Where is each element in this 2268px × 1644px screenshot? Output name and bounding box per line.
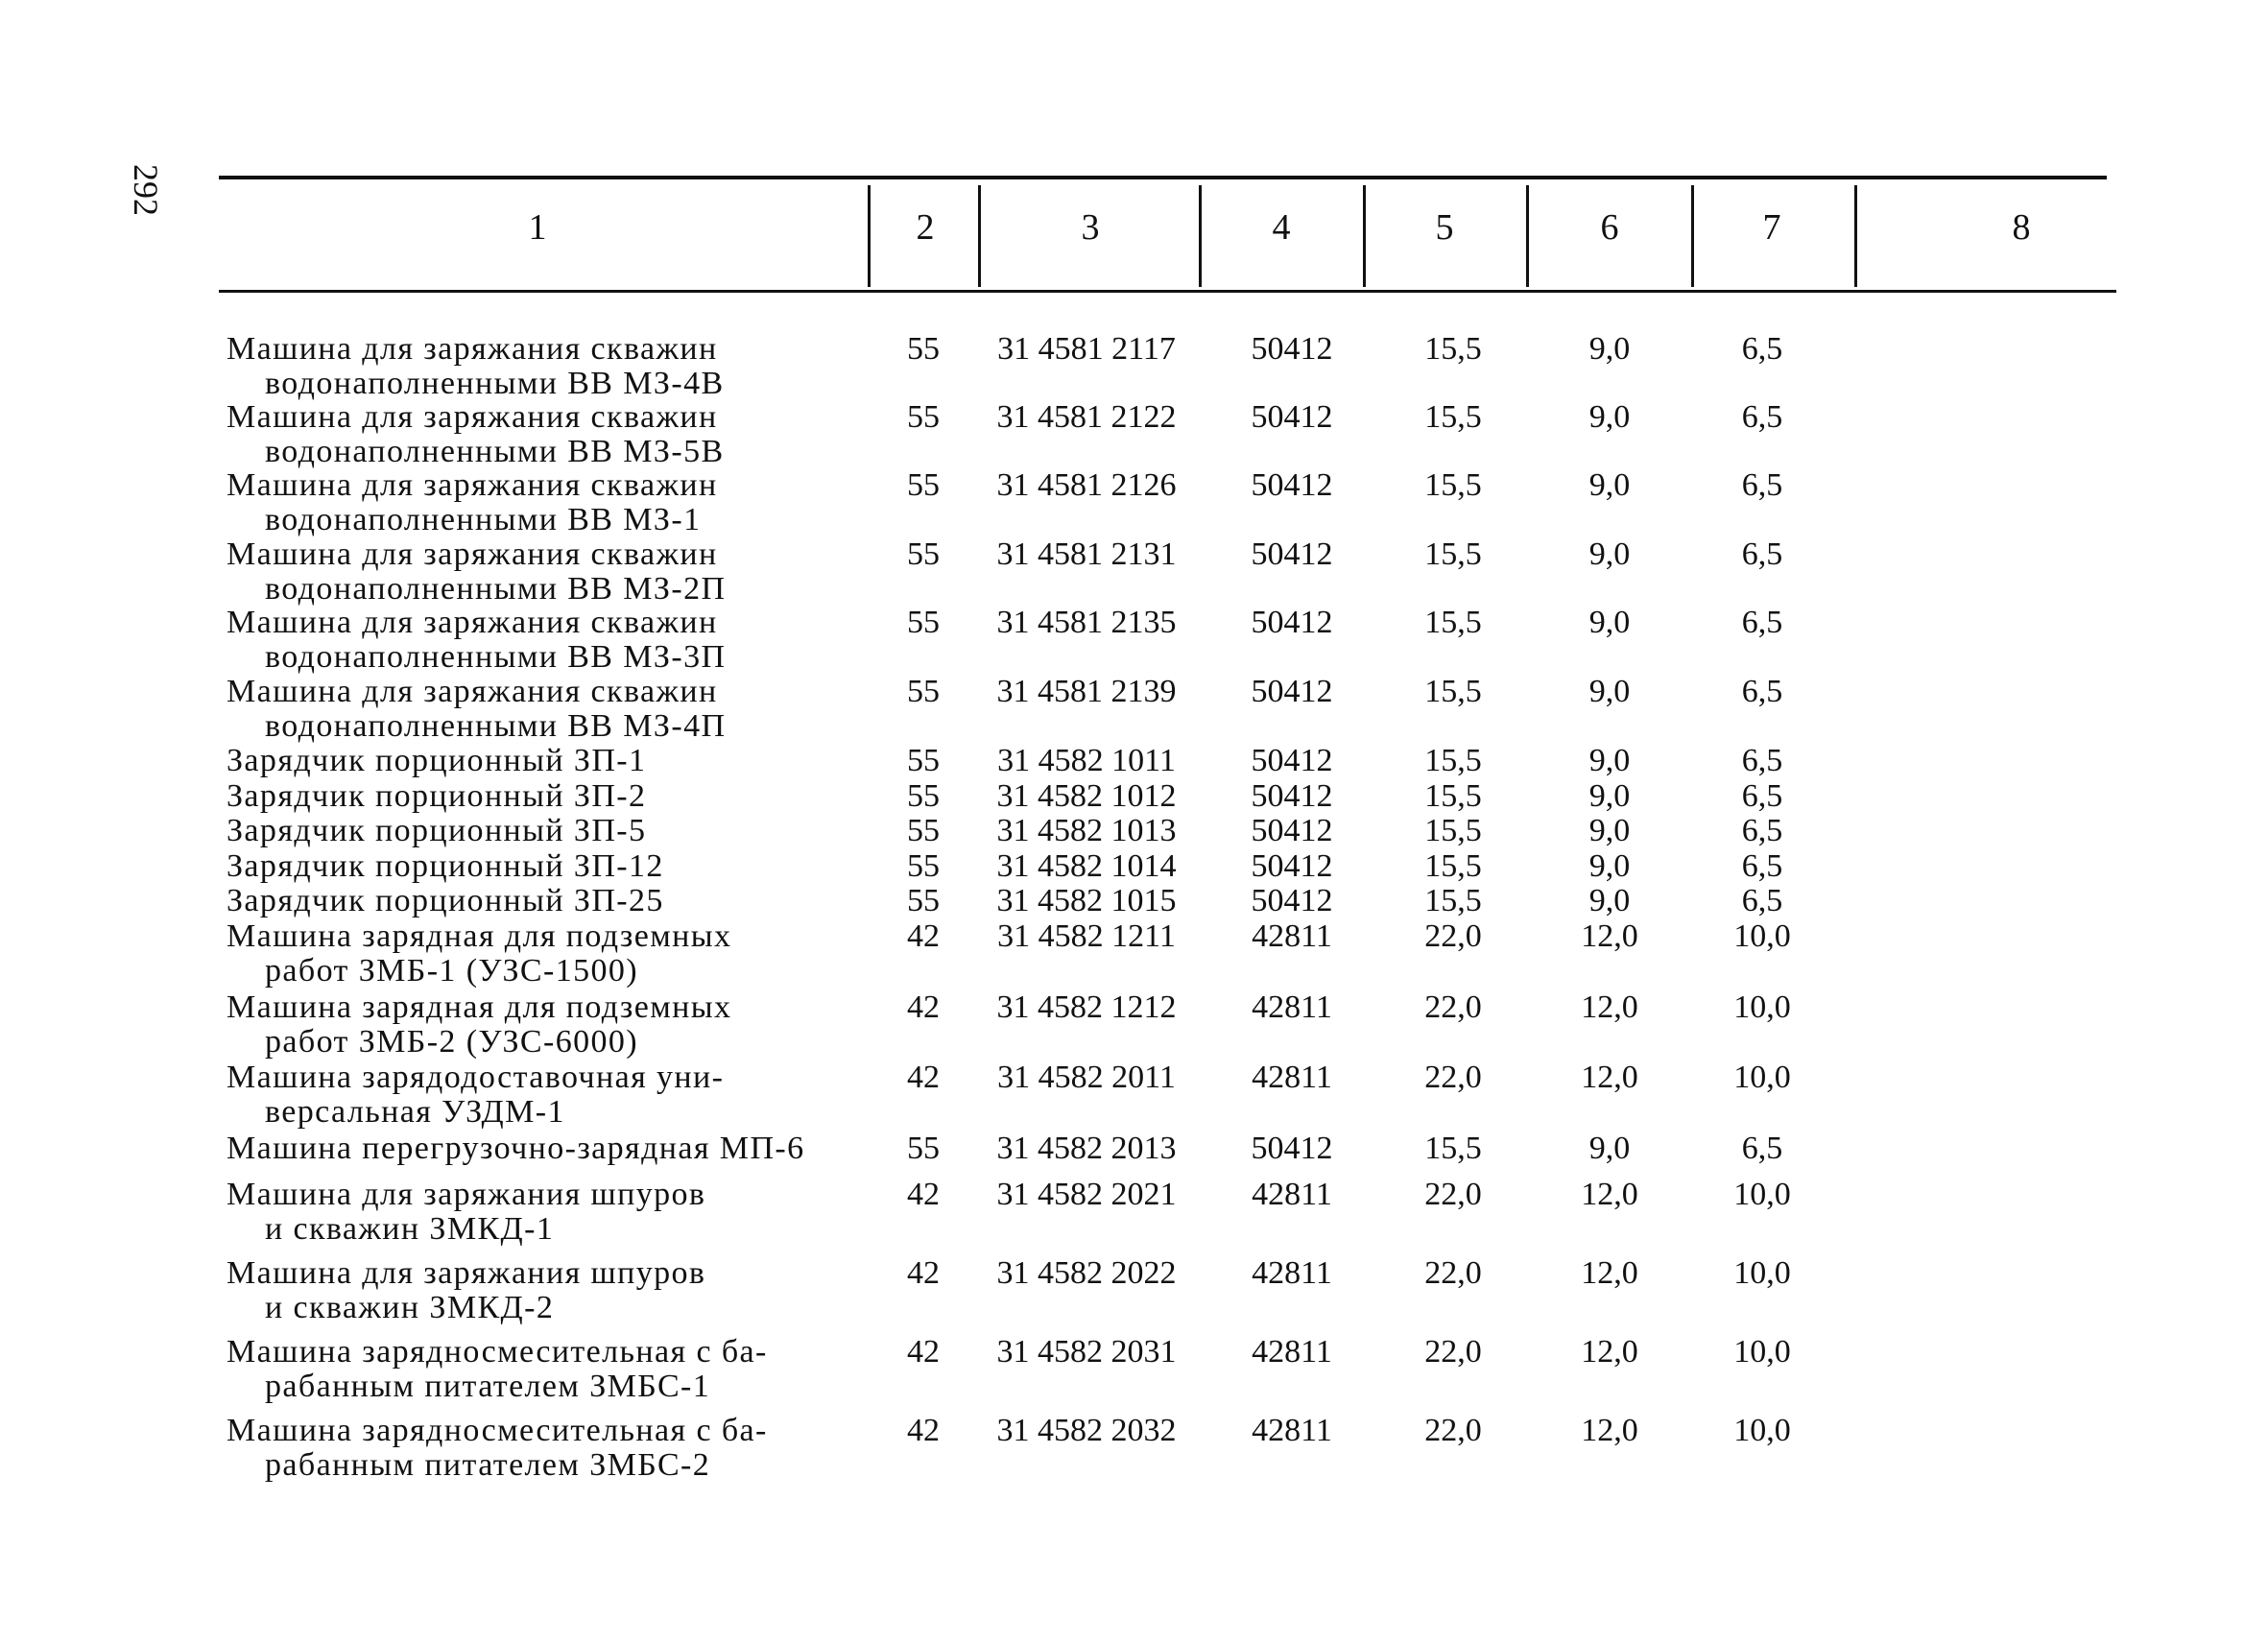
cell-col-2: 42 [907, 1334, 940, 1370]
cell-col-3: 31 4582 2031 [996, 1334, 1177, 1370]
cell-col-3: 31 4581 2117 [997, 331, 1176, 367]
cell-col-3: 31 4581 2135 [996, 605, 1177, 640]
equipment-name-line: и скважин ЗМКД-2 [265, 1290, 555, 1325]
cell-col-4: 50412 [1251, 883, 1333, 918]
equipment-name [227, 332, 833, 401]
equipment-name-line: Машина для заряжания шпуров [227, 1177, 706, 1212]
equipment-name-line: водонаполненными ВВ МЗ-3П [265, 639, 727, 675]
equipment-name-line: Машина зарядносмесительная с ба- [227, 1413, 768, 1448]
cell-col-4: 42811 [1252, 1060, 1332, 1095]
cell-col-7: 10,0 [1733, 1177, 1791, 1212]
equipment-name-line: версальная УЗДМ-1 [265, 1094, 565, 1130]
cell-col-7: 6,5 [1741, 743, 1783, 778]
cell-col-2: 42 [907, 1413, 940, 1448]
cell-col-2: 55 [907, 331, 940, 367]
cell-col-2: 42 [907, 1255, 940, 1291]
cell-col-5: 15,5 [1424, 467, 1482, 503]
equipment-name-line: Машина для заряжания скважин [227, 467, 718, 503]
cell-col-5: 22,0 [1424, 989, 1482, 1025]
cell-col-6: 12,0 [1581, 1177, 1638, 1212]
cell-col-5: 15,5 [1424, 399, 1482, 435]
equipment-name [227, 814, 833, 848]
cell-col-3: 31 4582 1011 [997, 743, 1176, 778]
equipment-name-line: Машина зарядносмесительная с ба- [227, 1334, 768, 1370]
column-divider [1363, 185, 1366, 287]
column-header-7: 7 [1762, 207, 1781, 248]
equipment-name-line: и скважин ЗМКД-1 [265, 1211, 555, 1247]
equipment-name-line: Зарядчик порционный ЗП-25 [227, 883, 664, 918]
column-header-5: 5 [1435, 207, 1454, 248]
equipment-name-line: водонаполненными ВВ МЗ-1 [265, 502, 702, 537]
column-divider [868, 185, 871, 287]
equipment-name [227, 1256, 833, 1325]
cell-col-2: 42 [907, 989, 940, 1025]
cell-col-6: 12,0 [1581, 1060, 1638, 1095]
equipment-name [227, 779, 833, 814]
equipment-name [227, 1335, 833, 1404]
cell-col-5: 15,5 [1424, 883, 1482, 918]
cell-col-7: 6,5 [1741, 399, 1783, 435]
cell-col-7: 6,5 [1741, 331, 1783, 367]
cell-col-6: 12,0 [1581, 918, 1638, 954]
cell-col-2: 55 [907, 399, 940, 435]
cell-col-6: 12,0 [1581, 989, 1638, 1025]
equipment-name [227, 884, 833, 918]
cell-col-4: 50412 [1251, 605, 1333, 640]
cell-col-6: 9,0 [1588, 848, 1631, 884]
column-divider [1854, 185, 1857, 287]
cell-col-2: 55 [907, 813, 940, 848]
cell-col-4: 50412 [1251, 848, 1333, 884]
equipment-name [227, 1178, 833, 1247]
column-header-6: 6 [1600, 207, 1619, 248]
equipment-name-line: Машина для заряжания скважин [227, 536, 718, 572]
equipment-name-line: Машина для заряжания скважин [227, 605, 718, 640]
cell-col-4: 42811 [1252, 1334, 1332, 1370]
cell-col-5: 15,5 [1424, 743, 1482, 778]
equipment-name [227, 400, 833, 469]
column-divider [1691, 185, 1694, 287]
cell-col-3: 31 4582 2011 [997, 1060, 1176, 1095]
table-header-bottom-rule [219, 290, 2116, 293]
equipment-name [227, 919, 833, 989]
cell-col-3: 31 4581 2122 [996, 399, 1177, 435]
equipment-name-line: Машина зарядная для подземных [227, 989, 732, 1025]
cell-col-6: 9,0 [1588, 605, 1631, 640]
cell-col-6: 9,0 [1588, 467, 1631, 503]
equipment-name-line: работ ЗМБ-2 (УЗС-6000) [265, 1024, 639, 1060]
cell-col-3: 31 4582 1211 [997, 918, 1176, 954]
equipment-name [227, 675, 833, 744]
cell-col-6: 9,0 [1588, 1131, 1631, 1166]
equipment-name-line: водонаполненными ВВ МЗ-5В [265, 434, 725, 469]
column-header-2: 2 [916, 207, 935, 248]
cell-col-7: 6,5 [1741, 605, 1783, 640]
equipment-name-line: работ ЗМБ-1 (УЗС-1500) [265, 953, 639, 989]
page-number: 292 [127, 164, 165, 216]
cell-col-3: 31 4582 2022 [996, 1255, 1177, 1291]
cell-col-6: 9,0 [1588, 331, 1631, 367]
cell-col-7: 6,5 [1741, 883, 1783, 918]
cell-col-6: 9,0 [1588, 674, 1631, 709]
cell-col-2: 55 [907, 1131, 940, 1166]
cell-col-3: 31 4582 2021 [996, 1177, 1177, 1212]
cell-col-2: 42 [907, 1060, 940, 1095]
cell-col-4: 50412 [1251, 1131, 1333, 1166]
column-header-4: 4 [1272, 207, 1291, 248]
equipment-name-line: Машина для заряжания шпуров [227, 1255, 706, 1291]
cell-col-5: 22,0 [1424, 1060, 1482, 1095]
equipment-name [227, 537, 833, 607]
cell-col-5: 15,5 [1424, 605, 1482, 640]
equipment-name [227, 1414, 833, 1483]
cell-col-7: 6,5 [1741, 1131, 1783, 1166]
cell-col-5: 15,5 [1424, 1131, 1482, 1166]
cell-col-7: 10,0 [1733, 1255, 1791, 1291]
cell-col-6: 9,0 [1588, 743, 1631, 778]
cell-col-4: 50412 [1251, 331, 1333, 367]
cell-col-3: 31 4582 1012 [996, 778, 1177, 814]
cell-col-4: 42811 [1252, 1177, 1332, 1212]
cell-col-7: 6,5 [1741, 778, 1783, 814]
cell-col-5: 22,0 [1424, 1334, 1482, 1370]
equipment-name-line: Машина зарядная для подземных [227, 918, 732, 954]
cell-col-4: 42811 [1252, 989, 1332, 1025]
equipment-name-line: Машина для заряжания скважин [227, 331, 718, 367]
cell-col-2: 55 [907, 467, 940, 503]
cell-col-4: 42811 [1252, 918, 1332, 954]
cell-col-6: 9,0 [1588, 778, 1631, 814]
equipment-name-line: Зарядчик порционный ЗП-12 [227, 848, 664, 884]
cell-col-5: 22,0 [1424, 1255, 1482, 1291]
cell-col-5: 22,0 [1424, 918, 1482, 954]
column-header-8: 8 [2012, 207, 2031, 248]
cell-col-5: 15,5 [1424, 778, 1482, 814]
cell-col-4: 50412 [1251, 813, 1333, 848]
cell-col-5: 15,5 [1424, 813, 1482, 848]
equipment-name-line: Машина зарядодоставочная уни- [227, 1060, 725, 1095]
equipment-name-line: водонаполненными ВВ МЗ-2П [265, 571, 727, 607]
cell-col-2: 55 [907, 778, 940, 814]
equipment-name-line: Машина перегрузочно-зарядная МП-6 [227, 1131, 805, 1166]
equipment-name-line: водонаполненными ВВ МЗ-4П [265, 708, 727, 744]
equipment-name [227, 849, 833, 884]
cell-col-4: 50412 [1251, 399, 1333, 435]
cell-col-3: 31 4581 2139 [996, 674, 1177, 709]
column-divider [1526, 185, 1529, 287]
equipment-name-line: Машина для заряжания скважин [227, 674, 718, 709]
cell-col-6: 12,0 [1581, 1334, 1638, 1370]
cell-col-3: 31 4582 1015 [996, 883, 1177, 918]
cell-col-7: 6,5 [1741, 467, 1783, 503]
cell-col-3: 31 4582 2032 [996, 1413, 1177, 1448]
cell-col-4: 50412 [1251, 674, 1333, 709]
cell-col-5: 22,0 [1424, 1177, 1482, 1212]
equipment-name [227, 744, 833, 778]
cell-col-7: 10,0 [1733, 1413, 1791, 1448]
cell-col-4: 50412 [1251, 778, 1333, 814]
equipment-name-line: Зарядчик порционный ЗП-5 [227, 813, 647, 848]
column-header-3: 3 [1081, 207, 1100, 248]
cell-col-7: 6,5 [1741, 674, 1783, 709]
cell-col-5: 15,5 [1424, 674, 1482, 709]
cell-col-5: 15,5 [1424, 331, 1482, 367]
cell-col-5: 15,5 [1424, 536, 1482, 572]
equipment-name-line: водонаполненными ВВ МЗ-4В [265, 366, 725, 401]
cell-col-7: 10,0 [1733, 1060, 1791, 1095]
cell-col-6: 9,0 [1588, 813, 1631, 848]
cell-col-2: 55 [907, 605, 940, 640]
cell-col-6: 12,0 [1581, 1255, 1638, 1291]
cell-col-6: 9,0 [1588, 536, 1631, 572]
equipment-name-line: Машина для заряжания скважин [227, 399, 718, 435]
table-top-rule [219, 176, 2107, 179]
cell-col-7: 6,5 [1741, 813, 1783, 848]
cell-col-3: 31 4581 2126 [996, 467, 1177, 503]
equipment-name [227, 468, 833, 537]
cell-col-3: 31 4582 1013 [996, 813, 1177, 848]
equipment-name [227, 606, 833, 675]
cell-col-3: 31 4581 2131 [996, 536, 1177, 572]
cell-col-4: 50412 [1251, 743, 1333, 778]
cell-col-2: 42 [907, 1177, 940, 1212]
cell-col-5: 15,5 [1424, 848, 1482, 884]
equipment-name [227, 1060, 833, 1130]
cell-col-4: 50412 [1251, 536, 1333, 572]
cell-col-2: 42 [907, 918, 940, 954]
cell-col-2: 55 [907, 674, 940, 709]
equipment-name-line: рабанным питателем ЗМБС-2 [265, 1447, 711, 1483]
cell-col-7: 10,0 [1733, 1334, 1791, 1370]
equipment-name [227, 1132, 833, 1166]
equipment-name-line: Зарядчик порционный ЗП-2 [227, 778, 647, 814]
cell-col-6: 12,0 [1581, 1413, 1638, 1448]
column-divider [978, 185, 981, 287]
cell-col-2: 55 [907, 883, 940, 918]
cell-col-3: 31 4582 1014 [996, 848, 1177, 884]
equipment-name [227, 990, 833, 1060]
cell-col-4: 50412 [1251, 467, 1333, 503]
cell-col-6: 9,0 [1588, 883, 1631, 918]
equipment-name-line: рабанным питателем ЗМБС-1 [265, 1369, 711, 1404]
cell-col-2: 55 [907, 536, 940, 572]
cell-col-6: 9,0 [1588, 399, 1631, 435]
equipment-name-line: Зарядчик порционный ЗП-1 [227, 743, 647, 778]
cell-col-3: 31 4582 1212 [996, 989, 1177, 1025]
cell-col-4: 42811 [1252, 1255, 1332, 1291]
cell-col-7: 6,5 [1741, 848, 1783, 884]
cell-col-7: 10,0 [1733, 918, 1791, 954]
cell-col-2: 55 [907, 743, 940, 778]
cell-col-3: 31 4582 2013 [996, 1131, 1177, 1166]
cell-col-2: 55 [907, 848, 940, 884]
column-header-1: 1 [528, 207, 547, 248]
cell-col-7: 6,5 [1741, 536, 1783, 572]
cell-col-7: 10,0 [1733, 989, 1791, 1025]
cell-col-5: 22,0 [1424, 1413, 1482, 1448]
column-divider [1199, 185, 1202, 287]
cell-col-4: 42811 [1252, 1413, 1332, 1448]
